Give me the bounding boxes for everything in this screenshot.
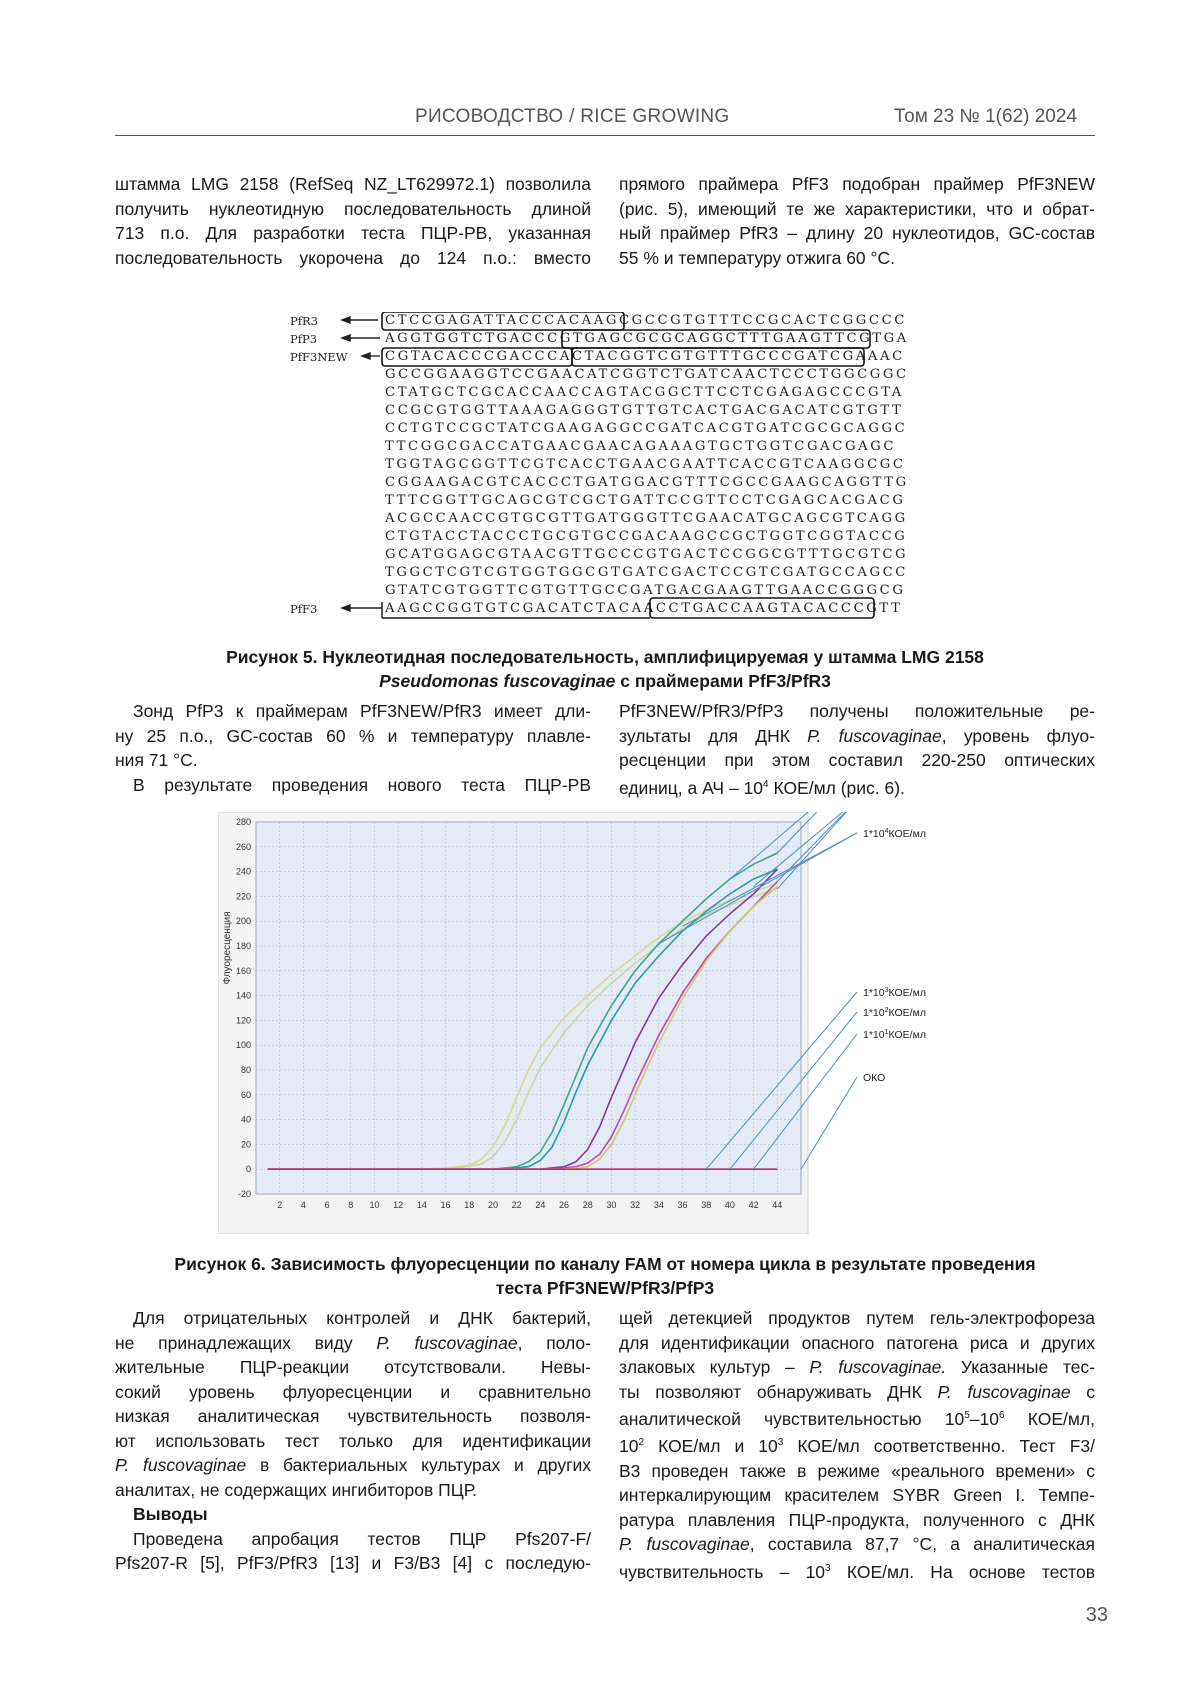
text-line: щей детекцией продуктов путем гель-электрофореза — [619, 1308, 1095, 1328]
caption-rest: с праймерами PfF3/PfR3 — [615, 671, 831, 691]
page-number: 33 — [1085, 1604, 1108, 1626]
fluorescence-chart — [218, 812, 1038, 1234]
text-line: В результате проведения нового теста ПЦР-РВ — [133, 774, 591, 795]
x-tick-label: 18 — [464, 1200, 475, 1210]
text-line: прямого праймера PfF3 подобран праймер PfF3NEW — [619, 174, 1095, 194]
text-line: жительные ПЦР-реакции отсутствовали. Невы- — [115, 1357, 591, 1377]
text-line: для идентификации опасного патогена риса и других — [619, 1332, 1095, 1353]
sequence-line: CTGTACCTACCCTGCGTGCCGACAAGCCGCTGGTCGGTACCG — [385, 529, 908, 544]
x-tick-label: 38 — [701, 1200, 712, 1210]
y-tick-label: 180 — [235, 941, 251, 951]
x-tick-label: 8 — [348, 1200, 354, 1210]
text-line: PfF3NEW/PfR3/PfP3 получены положительные ре- — [619, 701, 1095, 721]
arrow-head — [362, 353, 370, 359]
journal-title: РИСОВОДСТВО / RICE GROWING — [415, 106, 730, 127]
text-line: получить нуклеотидную последовательность длиной — [115, 198, 591, 219]
x-tick-label: 12 — [393, 1200, 404, 1210]
x-tick-label: 6 — [324, 1200, 330, 1210]
text-line: интеркалирующим красителем SYBR Green I. Темпе- — [619, 1485, 1095, 1506]
text-line: ют использовать тест только для идентификации — [115, 1430, 591, 1451]
pff3-box — [650, 598, 874, 618]
x-tick-label: 34 — [653, 1200, 664, 1210]
text-line: низкая аналитическая чувствительность позволя- — [115, 1406, 591, 1426]
x-tick-label: 44 — [772, 1200, 783, 1210]
bottom-right-column — [619, 1306, 1095, 1584]
sequence-line: TGGCTCGTCGTGGTGGCGTGATCGACTCCGTCGATGCCAGCC — [385, 565, 909, 580]
sequence-annotations — [290, 312, 930, 632]
issue-info: Том 23 № 1(62) 2024 — [894, 106, 1078, 127]
sequence-line: CGGAAGACGTCACCCTGATGGACGTTTCGCCGAAGCAGGTTG — [385, 475, 909, 490]
text-line: Pfs207-R [5], PfF3/PfR3 [13] и F3/B3 [4] с последую- — [115, 1553, 591, 1573]
label-pfp3: PfP3 — [290, 332, 318, 346]
arrow-head — [342, 335, 350, 341]
x-tick-label: 32 — [630, 1200, 641, 1210]
text-line: Для отрицательных контролей и ДНК бактерий, — [133, 1308, 591, 1328]
bottom-left-column — [115, 1306, 591, 1576]
caption-line: теста PfF3NEW/PfR3/PfP3 — [495, 1278, 715, 1298]
sequence-line: CTATGCTCGCACCAACCAGTACGGCTTCCTCGAGAGCCCGTA — [385, 385, 904, 400]
legend-label: ОКО — [863, 1072, 886, 1084]
text-line: зультаты для ДНК P. fuscovaginae, уровень флуо- — [619, 725, 1095, 746]
y-tick-label: 40 — [240, 1114, 251, 1125]
plot-background — [256, 822, 801, 1194]
sequence-line: ACGCCAACCGTGCGTTGATGGGTTCGAACATGCAGCGTCAGG — [385, 511, 908, 526]
y-tick-label: 60 — [240, 1089, 251, 1100]
y-tick-label: 200 — [235, 916, 251, 927]
x-tick-label: 2 — [277, 1200, 283, 1210]
top-left-column — [115, 172, 591, 270]
y-tick-label: 220 — [235, 891, 251, 902]
text-line: сокий уровень флуоресценции и сравнительно — [115, 1381, 591, 1402]
y-tick-label: 80 — [240, 1065, 251, 1075]
figure-5-caption — [115, 645, 1095, 693]
y-tick-label: 0 — [245, 1164, 251, 1175]
y-axis-label: Флуоресценция — [222, 911, 233, 985]
y-tick-label: 20 — [240, 1139, 251, 1150]
sequence-line: TGGTAGCGGTTCGTCACCTGAACGAATTCACCGTCAAGGCGC — [385, 457, 906, 472]
text-line: единиц, а АЧ – $10^4$ КОЕ/мл (рис. 6). — [619, 777, 905, 798]
y-tick-label: 120 — [235, 1015, 251, 1026]
pfr3-box — [382, 312, 624, 330]
y-tick-label: 260 — [235, 841, 251, 852]
text-line: (рис. 5), имеющий те же характеристики, что и обрат- — [619, 198, 1095, 219]
label-pff3new: PfF3NEW — [290, 350, 348, 364]
text-line: ный праймер PfR3 – длину 20 нуклеотидов, GC-состав — [619, 223, 1095, 243]
pff3new-box-left — [382, 348, 572, 366]
y-tick-label: 160 — [235, 965, 251, 976]
text-line: ратура плавления ПЦР-продукта, полученного с ДНК — [619, 1509, 1095, 1530]
legend-label: $1*10^3КОЕ/мл$ — [863, 987, 926, 999]
legend-label: $1*10^2КОЕ/мл$ — [863, 1007, 926, 1019]
text-line: ну 25 п.о., GC-состав 60 % и температуру плавле- — [115, 725, 591, 746]
y-tick-label: 240 — [235, 866, 251, 877]
species-name: Pseudomonas fuscovaginae — [379, 671, 616, 691]
text-line: чувствительность – $10^3$ КОЕ/мл. На основе тестов — [619, 1561, 1095, 1582]
sequence-line: TTCGGCGACCATGAACGAACAGAAAGTGCTGGTCGACGAGC — [385, 439, 897, 454]
arrow-head — [342, 317, 350, 323]
sequence-line: CGTACACCCGACCCACTACGGTCGTGTTTGCCCGATCGAAAC — [385, 349, 905, 364]
top-right-column — [619, 172, 1095, 270]
pff3new-box-right — [572, 348, 864, 366]
x-tick-label: 36 — [677, 1200, 688, 1210]
y-tick-label: 100 — [235, 1040, 251, 1051]
text-line: ты позволяют обнаруживать ДНК P. fuscovaginae с — [619, 1381, 1095, 1402]
sequence-line: GCCGGAAGGTCCGAACATCGGTCTGATCAACTCCCTGGCGGC — [385, 367, 909, 382]
text-line: Зонд PfP3 к праймерам PfF3NEW/PfR3 имеет дли- — [133, 701, 591, 721]
sequence-line: CCTGTCCGCTATCGAAGAGGCCGATCACGTGATCGCGCAGGC — [385, 421, 908, 436]
sequence-line: TTTCGGTTGCAGCGTCGCTGATTCCGTTCCTCGAGCACGACG — [385, 493, 906, 508]
text-line: ния 71 °С. — [115, 750, 198, 770]
x-tick-label: 20 — [487, 1200, 498, 1210]
section-heading: Выводы — [133, 1504, 208, 1524]
caption-line — [115, 669, 1095, 693]
y-tick-label: 140 — [235, 990, 251, 1001]
text-line: 55 % и температуру отжига 60 °С. — [619, 247, 896, 268]
sequence-line: CTCCGAGATTACCCACAAGCGCCGTGTTTCCGCACTCGGCCC — [385, 313, 907, 328]
label-pfr3: PfR3 — [290, 314, 318, 328]
header-rule — [115, 135, 1095, 136]
text-line: аналитической чувствительностью $10^5-10^6$ КОЕ/мл, — [619, 1408, 1095, 1429]
text-line: злаковых культур – P. fuscovaginae. Указанные тес- — [619, 1357, 1095, 1377]
text-line: не принадлежащих виду P. fuscovaginae, поло- — [115, 1332, 591, 1353]
text-line: $10^2$ КОЕ/мл и $10^3$ КОЕ/мл соответственно. Тест F3/ — [619, 1436, 1095, 1457]
x-tick-label: 24 — [535, 1200, 546, 1210]
text-line: последовательность укорочена до 124 п.о.: вместо — [115, 247, 591, 268]
sequence-line: AAGCCGGTGTCGACATCTACAACCTGACCAAGTACACCCGTT — [385, 601, 903, 616]
pfp3-box — [562, 330, 870, 348]
x-tick-label: 40 — [724, 1200, 735, 1210]
sequence-line: CCGCGTGGTTAAAGAGGGTGTTGTCACTGACGACATCGTGTT — [385, 403, 904, 418]
x-tick-label: 26 — [559, 1200, 570, 1210]
x-tick-label: 10 — [369, 1200, 380, 1210]
caption-line: Рисунок 6. Зависимость флуоресценции по каналу FAM от номера цикла в результате проведения — [174, 1254, 1036, 1274]
y-tick-label: 280 — [235, 817, 251, 827]
x-tick-label: 30 — [606, 1200, 617, 1210]
sequence-line: AGGTGGTCTGACCCGTGAGCGCGCAGGCTTTGAAGTTCGTGA — [385, 331, 909, 346]
mid-left-column — [115, 699, 591, 797]
text-line: B3 проведен также в режиме «реального времени» с — [619, 1460, 1095, 1481]
caption-line: Рисунок 5. Нуклеотидная последовательность, амплифицируемая у штамма LMG 2158 — [226, 647, 984, 667]
x-tick-label: 4 — [300, 1200, 306, 1210]
text-line: 713 п.о. Для разработки теста ПЦР-РВ, указанная — [115, 223, 591, 243]
figure-6-caption — [115, 1252, 1095, 1300]
text-line: штамма LMG 2158 (RefSeq NZ_LT629972.1) позволила — [115, 174, 591, 194]
legend-label: $1*10^1КОЕ/мл$ — [863, 1029, 926, 1041]
text-line: Проведена апробация тестов ПЦР Pfs207-F/ — [133, 1528, 591, 1549]
arrow-head — [342, 605, 350, 611]
x-tick-label: 16 — [440, 1200, 451, 1210]
mid-right-column — [619, 699, 1095, 800]
x-tick-label: 14 — [416, 1200, 427, 1210]
text-line: ресценции при этом составил 220-250 оптических — [619, 750, 1095, 770]
x-tick-label: 28 — [582, 1200, 593, 1210]
x-tick-label: 22 — [511, 1200, 522, 1210]
text-line: аналитах, не содержащих ингибиторов ПЦР. — [115, 1479, 477, 1500]
legend-label: $1*10^4КОЕ/мл$ — [863, 828, 926, 840]
x-tick-label: 42 — [748, 1200, 759, 1210]
sequence-line: GCATGGAGCGTAACGTTGCCCGTGACTCCGGCGTTTGCGTCG — [385, 547, 909, 562]
label-pff3: PfF3 — [290, 602, 318, 616]
text-line: P. fuscovaginae, составила 87,7 °С, а аналитическая — [619, 1534, 1095, 1555]
sequence-line: GTATCGTGGTTCGTGTTGCCGATGACGAAGTTGAACCGGGCG — [385, 583, 906, 598]
y-tick-label: -20 — [237, 1189, 251, 1199]
text-line: P. fuscovaginae в бактериальных культурах и других — [115, 1455, 591, 1475]
